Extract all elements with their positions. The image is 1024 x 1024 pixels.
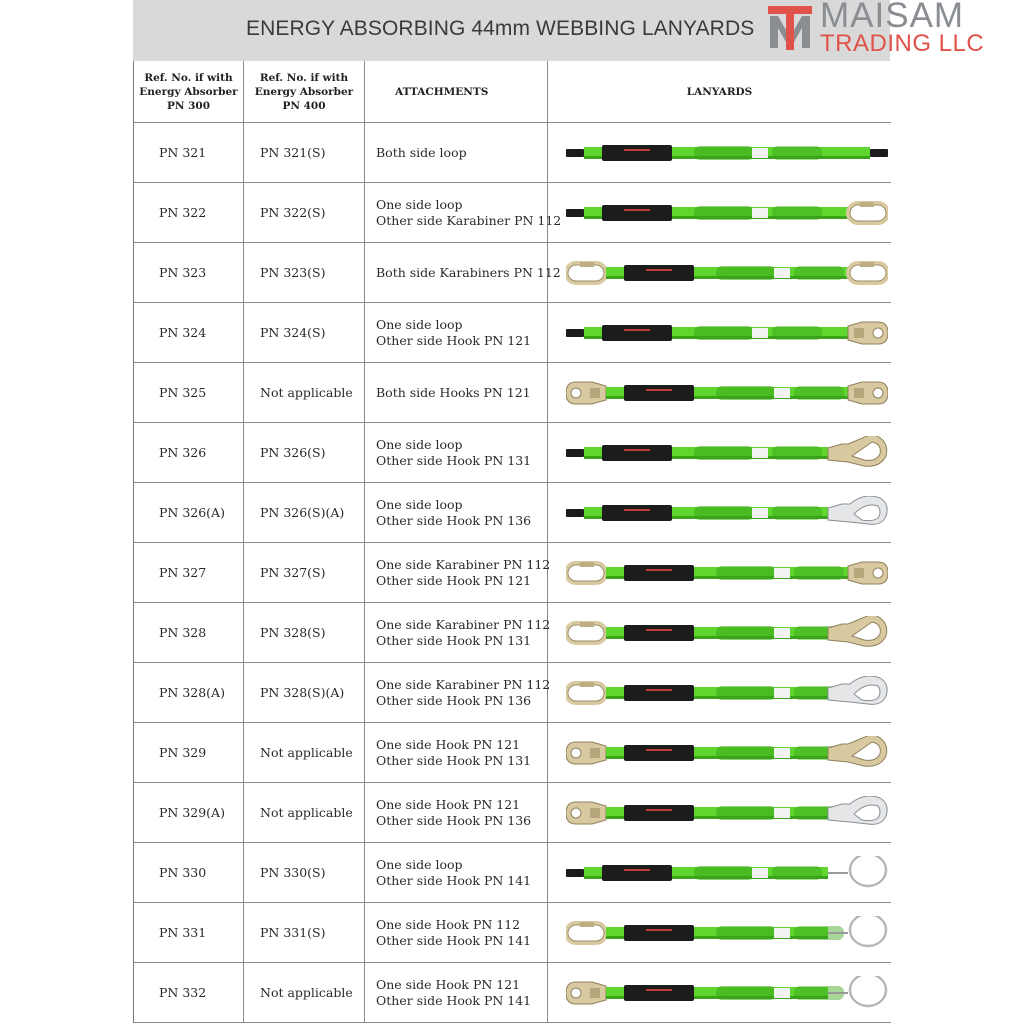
pn400-value: PN 326(S)(A) [260,505,345,520]
pn400-cell [244,783,365,842]
attachment-line-2: Other side Hook PN 131 [376,632,532,648]
left-fitting-icon [566,209,584,217]
lanyard-cell [548,963,891,1022]
attachments-cell [365,363,548,422]
pn400-value: PN 326(S) [260,445,326,460]
attachments-cell [365,603,551,662]
attachments-cell [365,723,548,782]
lanyard-image [566,256,888,290]
lanyard-image [566,436,888,470]
header-attachments [365,61,548,122]
pn400-cell [244,843,365,902]
attachments-cell [365,543,551,602]
lanyard-cell [548,663,891,722]
pn400-cell [244,903,365,962]
right-fitting-icon [870,149,888,157]
lanyard-image [566,556,888,590]
pn400-value: PN 323(S) [260,265,326,280]
attachment-line-2: Other side Hook PN 141 [376,992,532,1008]
attachment-line-1: One side Karabiner PN 112 [376,556,551,572]
lanyard-cell [548,783,891,842]
attachment-line-2: Other side Karabiner PN 112 [376,212,562,228]
left-fitting-icon [566,982,606,1004]
left-fitting-icon [566,869,584,877]
pn400-cell [244,423,365,482]
pn300-cell [134,363,244,422]
header-lanyards [548,61,891,122]
lanyard-cell [548,603,891,662]
left-fitting-icon [566,262,606,283]
pn400-value: Not applicable [260,985,353,1000]
pn300-cell [134,963,244,1022]
pn400-cell [244,963,365,1022]
right-fitting-icon [848,262,888,283]
attachment-line-2: Other side Hook PN 131 [376,452,532,468]
lanyard-cell [548,483,891,542]
lanyard-cell [548,843,891,902]
page-title: ENERGY ABSORBING 44mm WEBBING LANYARDS [246,17,755,40]
pn400-cell [244,363,365,422]
table-row [134,543,891,603]
header-pn300 [134,61,244,122]
pn400-cell [244,243,365,302]
table-row [134,303,891,363]
right-fitting-icon [828,436,887,466]
pn300-value: PN 322 [159,205,207,220]
attachment-line-2: Other side Hook PN 136 [376,692,532,708]
lanyard-image [566,376,888,410]
attachment-line-1: One side loop [376,316,463,332]
right-fitting-icon [828,496,887,524]
left-fitting-icon [566,149,584,157]
pn300-value: PN 328 [159,625,207,640]
pn400-cell [244,123,365,182]
pn300-cell [134,663,244,722]
pn300-cell [134,123,244,182]
pn300-value: PN 329 [159,745,207,760]
attachment-line-2: Other side Hook PN 136 [376,812,532,828]
company-logo [762,0,1024,62]
right-fitting-icon [848,322,888,344]
right-fitting-icon [828,616,887,646]
lanyard-cell [548,123,891,182]
attachment-line-2: Other side Hook PN 141 [376,932,532,948]
pn400-value: PN 322(S) [260,205,326,220]
pn300-value: PN 323 [159,265,207,280]
header-pn400-line3: PN 400 [282,99,326,112]
table-row [134,483,891,543]
lanyard-cell [548,363,891,422]
attachments-cell [365,483,548,542]
table-row [134,363,891,423]
pn300-cell [134,843,244,902]
header-lanyards-label: LANYARDS [686,85,753,98]
pn300-cell [134,483,244,542]
header-pn400-line1: Ref. No. if with [259,71,349,84]
pn300-value: PN 331 [159,925,207,940]
logo-name: MAISAM [820,0,965,35]
attachments-cell [365,663,551,722]
attachments-cell [365,123,548,182]
left-fitting-icon [566,562,606,583]
header-pn400-line2: Energy Absorber [254,85,354,98]
pn300-value: PN 324 [159,325,207,340]
pn400-value: PN 331(S) [260,925,326,940]
pn400-cell [244,723,365,782]
pn400-value: PN 328(S) [260,625,326,640]
header-pn300-line1: Ref. No. if with [144,71,233,84]
pn400-value: PN 328(S)(A) [260,685,345,700]
right-fitting-icon [828,796,887,824]
pn400-cell [244,303,365,362]
attachment-line-1: One side loop [376,196,463,212]
pn300-cell [134,243,244,302]
attachment-line-1: One side Hook PN 112 [376,916,521,932]
pn400-cell [244,603,365,662]
logo-subtitle: TRADING LLC [820,30,985,57]
left-fitting-icon [566,622,606,643]
pn400-cell [244,183,365,242]
attachments-cell [365,783,548,842]
pn300-value: PN 330 [159,865,207,880]
attachment-line-1: One side Hook PN 121 [376,796,521,812]
right-fitting-icon [848,202,888,223]
attachments-cell [365,903,548,962]
header-pn300-line3: PN 300 [166,99,211,112]
left-fitting-icon [566,509,584,517]
pn400-cell [244,543,365,602]
pn300-cell [134,723,244,782]
attachment-line-2: Other side Hook PN 121 [376,572,532,588]
attachments-cell [365,303,548,362]
lanyard-image [566,196,888,230]
attachment-line-1: One side loop [376,856,463,872]
pn300-value: PN 321 [159,145,207,160]
table-header-row [134,61,891,123]
right-fitting-icon [828,736,887,766]
lanyard-image [566,316,888,350]
right-fitting-icon [828,856,886,886]
pn400-value: Not applicable [260,385,353,400]
lanyard-image [566,976,888,1010]
left-fitting-icon [566,802,606,824]
attachments-cell [365,243,561,302]
pn300-cell [134,543,244,602]
attachment-line-1: One side loop [376,496,463,512]
pn400-value: Not applicable [260,805,353,820]
table-row [134,123,891,183]
header-attachments-label: ATTACHMENTS [395,85,489,98]
pn300-value: PN 326 [159,445,207,460]
lanyard-cell [548,183,891,242]
attachment-line-2: Other side Hook PN 136 [376,512,532,528]
pn300-value: PN 332 [159,985,207,1000]
attachment-line-1: Both side Karabiners PN 112 [376,264,561,280]
lanyard-image [566,496,888,530]
table-row [134,663,891,723]
left-fitting-icon [566,922,606,943]
table-row [134,963,891,1023]
pn400-cell [244,663,365,722]
lanyard-image [566,616,888,650]
lanyard-image [566,136,888,170]
header-pn300-line2: Energy Absorber [139,85,238,98]
attachment-line-1: One side Hook PN 121 [376,736,521,752]
attachments-cell [365,423,548,482]
pn400-value: Not applicable [260,745,353,760]
pn400-value: PN 327(S) [260,565,326,580]
table-row [134,843,891,903]
lanyard-cell [548,243,891,302]
pn400-value: PN 324(S) [260,325,326,340]
attachment-line-1: One side Hook PN 121 [376,976,521,992]
left-fitting-icon [566,329,584,337]
pn300-cell [134,603,244,662]
pn300-cell [134,183,244,242]
attachment-line-2: Other side Hook PN 141 [376,872,532,888]
pn300-value: PN 329(A) [159,805,225,820]
attachment-line-1: One side loop [376,436,463,452]
attachments-cell [365,183,562,242]
table-row [134,243,891,303]
pn300-value: PN 328(A) [159,685,225,700]
table-row [134,423,891,483]
pn300-cell [134,303,244,362]
lanyard-image [566,856,888,890]
pn300-value: PN 325 [159,385,207,400]
lanyard-cell [548,723,891,782]
pn300-cell [134,903,244,962]
attachment-line-2: Other side Hook PN 131 [376,752,532,768]
attachment-line-2: Other side Hook PN 121 [376,332,532,348]
left-fitting-icon [566,382,606,404]
logo-mark-icon [766,2,814,54]
table-row [134,783,891,843]
lanyard-image [566,736,888,770]
pn300-value: PN 326(A) [159,505,225,520]
pn300-cell [134,783,244,842]
left-fitting-icon [566,682,606,703]
attachments-cell [365,843,548,902]
attachment-line-1: One side Karabiner PN 112 [376,676,551,692]
table-row [134,723,891,783]
attachments-cell [365,963,548,1022]
attachment-line-1: Both side loop [376,144,467,160]
lanyard-cell [548,903,891,962]
lanyard-image [566,796,888,830]
table-row [134,183,891,243]
attachment-line-1: Both side Hooks PN 121 [376,384,531,400]
lanyard-cell [548,303,891,362]
lanyard-image [566,916,888,950]
right-fitting-icon [848,562,888,584]
left-fitting-icon [566,742,606,764]
lanyard-cell [548,423,891,482]
table-row [134,603,891,663]
pn300-value: PN 327 [159,565,207,580]
lanyard-table [133,61,891,1023]
right-fitting-icon [848,382,888,404]
pn400-value: PN 321(S) [260,145,326,160]
pn300-cell [134,423,244,482]
left-fitting-icon [566,449,584,457]
pn400-value: PN 330(S) [260,865,326,880]
header-pn400 [244,61,365,122]
lanyard-cell [548,543,891,602]
table-row [134,903,891,963]
attachment-line-1: One side Karabiner PN 112 [376,616,551,632]
lanyard-image [566,676,888,710]
pn400-cell [244,483,365,542]
right-fitting-icon [828,676,887,704]
